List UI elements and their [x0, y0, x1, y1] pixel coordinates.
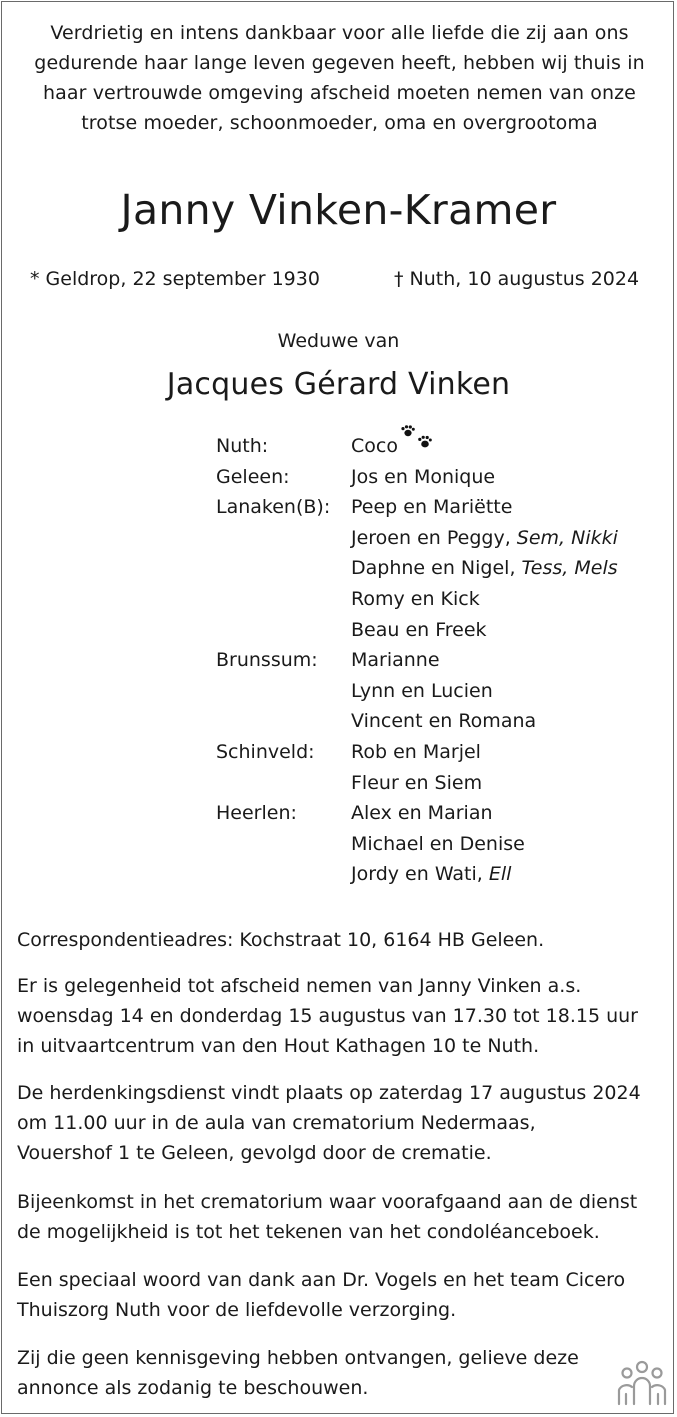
family-row	[216, 676, 656, 707]
family-row	[216, 584, 656, 615]
family-row	[216, 798, 656, 829]
family-names	[351, 829, 525, 860]
family-names-text: Michael en Denise	[351, 832, 525, 855]
family-list	[216, 431, 656, 890]
family-names-text: Peep en Mariëtte	[351, 496, 513, 519]
family-names	[351, 645, 440, 676]
paragraph-line: Er is gelegenheid tot afscheid nemen van Janny Vinken a.s.	[17, 975, 582, 997]
family-row	[216, 615, 656, 646]
family-location: Nuth:	[216, 435, 269, 457]
paragraph-line: De herdenkingsdienst vindt plaats op zaterdag 17 augustus 2024	[17, 1082, 641, 1104]
paragraph-line: de mogelijkheid is tot het tekenen van het condoléanceboek.	[17, 1221, 600, 1243]
family-names	[351, 584, 480, 615]
birth-date: * Geldrop, 22 september 1930	[30, 268, 320, 290]
family-names	[351, 676, 493, 707]
grandchildren-names: Sem, Nikki	[516, 526, 618, 549]
family-names	[351, 523, 618, 554]
family-location: Lanaken(B):	[216, 496, 331, 519]
family-names	[351, 737, 481, 768]
death-date: † Nuth, 10 augustus 2024	[394, 268, 640, 290]
family-names-text: Jeroen en Peggy,	[351, 526, 517, 549]
family-row	[216, 523, 656, 554]
thanks-paragraph	[17, 1265, 667, 1325]
paragraph-line: Vouershof 1 te Geleen, gevolgd door de crematie.	[17, 1142, 492, 1164]
paragraph-line: Thuiszorg Nuth voor de liefdevolle verzorging.	[17, 1299, 457, 1321]
intro-line: gedurende haar lange leven gegeven heeft, hebben wij thuis in	[34, 52, 645, 74]
paragraph-line: Een speciaal woord van dank aan Dr. Vogels en het team Cicero	[17, 1269, 626, 1291]
family-location: Brunssum:	[216, 649, 318, 672]
paragraph-line: Bijeenkomst in het crematorium waar voorafgaand aan de dienst	[17, 1191, 638, 1213]
paragraph-line: Zij die geen kennisgeving hebben ontvangen, gelieve deze	[17, 1347, 579, 1369]
family-row	[216, 645, 656, 676]
paragraph-line: woensdag 14 en donderdag 15 augustus van 17.30 tot 18.15 uur	[17, 1005, 638, 1027]
family-names	[351, 431, 434, 462]
family-names	[351, 615, 487, 646]
notice-paragraph	[17, 1343, 667, 1403]
family-names	[351, 462, 495, 493]
farewell-paragraph	[17, 971, 667, 1061]
service-paragraph	[17, 1078, 667, 1168]
paragraph-line: Correspondentieadres: Kochstraat 10, 6164 HB Geleen.	[17, 929, 545, 951]
family-row	[216, 768, 656, 799]
family-row	[216, 829, 656, 860]
family-names-text: Romy en Kick	[351, 587, 480, 610]
paw-prints-icon	[400, 431, 434, 455]
family-row	[216, 859, 656, 890]
family-row	[216, 706, 656, 737]
paragraph-line: annonce als zodanig te beschouwen.	[17, 1377, 369, 1399]
family-row	[216, 462, 656, 493]
family-names-text: Fleur en Siem	[351, 771, 483, 794]
family-names-text: Marianne	[351, 649, 440, 672]
family-names-text: Rob en Marjel	[351, 740, 481, 763]
family-names-text: Jordy en Wati,	[351, 863, 489, 886]
family-names	[351, 768, 482, 799]
family-names	[351, 492, 512, 523]
family-names-text: Beau en Freek	[351, 618, 487, 641]
family-location: Schinveld:	[216, 740, 315, 763]
intro-line: trotse moeder, schoonmoeder, oma en overgrootoma	[81, 112, 598, 134]
family-names-text: Jos en Monique	[351, 465, 496, 488]
grandchildren-names: Tess, Mels	[521, 557, 618, 580]
family-names-text: Alex en Marian	[351, 802, 493, 825]
widow-label: Weduwe van	[277, 330, 400, 352]
family-names-text: Lynn en Lucien	[351, 679, 493, 702]
gathering-paragraph	[17, 1187, 667, 1247]
family-names	[351, 859, 511, 890]
intro-text	[12, 18, 667, 138]
family-row	[216, 553, 656, 584]
paragraph-line: in uitvaartcentrum van den Hout Kathagen 10 te Nuth.	[17, 1035, 540, 1057]
family-names-text: Daphne en Nigel,	[351, 557, 522, 580]
family-names	[351, 553, 618, 584]
family-names-text: Vincent en Romana	[351, 710, 537, 733]
family-group-logo-icon	[616, 1360, 668, 1406]
deceased-name: Janny Vinken-Kramer	[120, 186, 557, 234]
correspondence-paragraph	[17, 925, 667, 955]
family-names	[351, 706, 536, 737]
paragraph-line: om 11.00 uur in de aula van crematorium Nedermaas,	[17, 1112, 536, 1134]
obituary-card	[1, 1, 674, 1414]
family-names-text: Coco	[351, 435, 398, 457]
family-row	[216, 492, 656, 523]
family-location: Geleen:	[216, 465, 290, 488]
husband-name: Jacques Gérard Vinken	[166, 367, 511, 402]
family-names	[351, 798, 493, 829]
intro-line: Verdrietig en intens dankbaar voor alle liefde die zij aan ons	[50, 22, 629, 44]
family-row	[216, 737, 656, 768]
grandchildren-names: Ell	[488, 863, 512, 886]
family-row	[216, 431, 656, 462]
family-location: Heerlen:	[216, 802, 297, 825]
intro-line: haar vertrouwde omgeving afscheid moeten nemen van onze	[43, 82, 636, 104]
